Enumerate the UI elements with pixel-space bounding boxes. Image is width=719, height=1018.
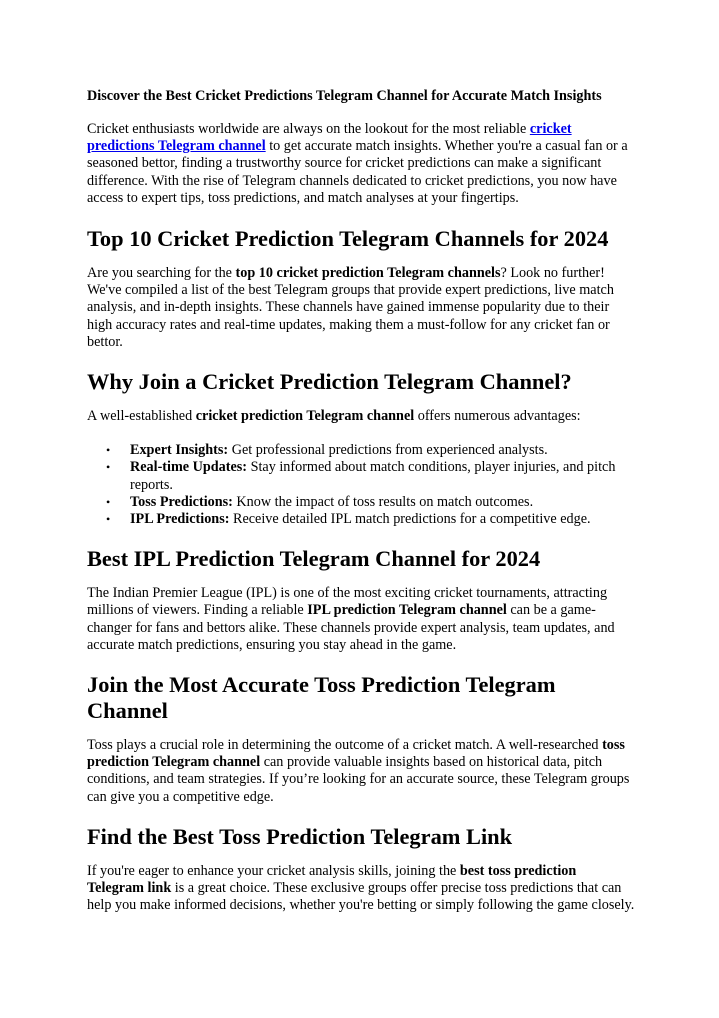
- list-item-label: Expert Insights:: [130, 442, 229, 459]
- list-item: [106, 442, 637, 459]
- section-heading-why-join: Why Join a Cricket Prediction Telegram Channel?: [87, 369, 572, 395]
- cricket-predictions-channel-link[interactable]: cricket predictions Telegram channel: [87, 121, 572, 155]
- section-toss-channel-bold: toss prediction Telegram channel: [87, 737, 625, 771]
- section-top-10-text-after: ? Look no further! We've compiled a list of the best Telegram groups that provide expert predictions, live match analysis, and in-depth insights. These channels have gained immense popularity due to their high accuracy rates and real-time updates, making them a must-follow for any cricket fan or bettor.: [87, 265, 614, 350]
- section-heading-toss-link: Find the Best Toss Prediction Telegram Link: [87, 823, 513, 849]
- section-toss-channel-paragraph: [87, 737, 635, 806]
- document-body: [87, 88, 635, 914]
- advantages-list: [87, 442, 637, 528]
- list-item: [106, 459, 637, 493]
- section-toss-link-paragraph: [87, 863, 635, 915]
- list-item: [106, 493, 637, 511]
- section-heading-toss-channel: Join the Most Accurate Toss Prediction Telegram Channel: [87, 672, 556, 724]
- list-item-text: Know the impact of toss results on match outcomes.: [232, 493, 534, 510]
- section-top-10-text-before: Are you searching for the: [87, 265, 236, 282]
- list-item-text: Stay informed about match conditions, player injuries, and pitch reports.: [130, 459, 616, 493]
- intro-text-before: Cricket enthusiasts worldwide are always on the lookout for the most reliable: [87, 121, 530, 137]
- section-top-10-bold: top 10 cricket prediction Telegram channels: [235, 265, 501, 282]
- section-ipl-paragraph: [87, 585, 635, 654]
- section-ipl-text-before: The Indian Premier League (IPL) is one of the most exciting cricket tournaments, attracting millions of viewers. Finding a reliable: [87, 585, 608, 619]
- list-item-label: IPL Predictions:: [130, 511, 230, 528]
- section-toss-link-text-after: is a great choice. These exclusive groups offer precise toss predictions that can help you make informed decisions, whether you're betting or simply following the game closely.: [87, 880, 635, 914]
- section-ipl-bold: IPL prediction Telegram channel: [307, 602, 507, 619]
- bullet-icon: •: [106, 460, 111, 475]
- section-why-join-paragraph: [87, 408, 635, 425]
- list-item-text: Receive detailed IPL match predictions for a competitive edge.: [229, 511, 591, 528]
- intro-title: Discover the Best Cricket Predictions Telegram Channel for Accurate Match Insights: [87, 88, 602, 104]
- list-item-text: Get professional predictions from experienced analysts.: [228, 442, 548, 459]
- section-heading-ipl: Best IPL Prediction Telegram Channel for 2024: [87, 546, 541, 572]
- section-why-join-text-after: offers numerous advantages:: [414, 408, 581, 425]
- section-why-join-bold: cricket prediction Telegram channel: [195, 408, 415, 425]
- section-toss-link-text-before: If you're eager to enhance your cricket analysis skills, joining the: [87, 862, 460, 879]
- section-ipl-text-after: can be a game-changer for fans and bettors alike. These channels provide expert analysis, team updates, and accurate match predictions, ensuring you stay ahead in the game.: [87, 602, 615, 653]
- bullet-icon: •: [106, 512, 111, 527]
- bullet-icon: •: [106, 443, 111, 458]
- section-toss-channel-text-after: can provide valuable insights based on historical data, pitch conditions, and team strategies. If you’re looking for an accurate source, these Telegram groups can give you a competitive edge.: [87, 754, 630, 805]
- intro-text-after: to get accurate match insights. Whether you're a casual fan or a seasoned bettor, finding a trustworthy source for cricket predictions can make a significant difference. With the rise of Telegram channels dedicated to cricket predictions, you now have access to expert tips, toss predictions, and match analyses at your fingertips.: [87, 138, 628, 206]
- section-why-join-text-before: A well-established: [87, 408, 196, 425]
- list-item-label: Real-time Updates:: [130, 459, 248, 476]
- bullet-icon: •: [106, 494, 111, 509]
- section-toss-link-bold: best toss prediction Telegram link: [87, 862, 577, 897]
- list-item-label: Toss Predictions:: [130, 493, 233, 510]
- section-toss-channel-text-before: Toss plays a crucial role in determining the outcome of a cricket match. A well-researched: [87, 737, 603, 754]
- section-top-10-paragraph: [87, 265, 635, 351]
- list-item: [106, 511, 637, 528]
- intro-paragraph: [87, 121, 635, 207]
- section-heading-top-10: Top 10 Cricket Prediction Telegram Channels for 2024: [87, 226, 609, 252]
